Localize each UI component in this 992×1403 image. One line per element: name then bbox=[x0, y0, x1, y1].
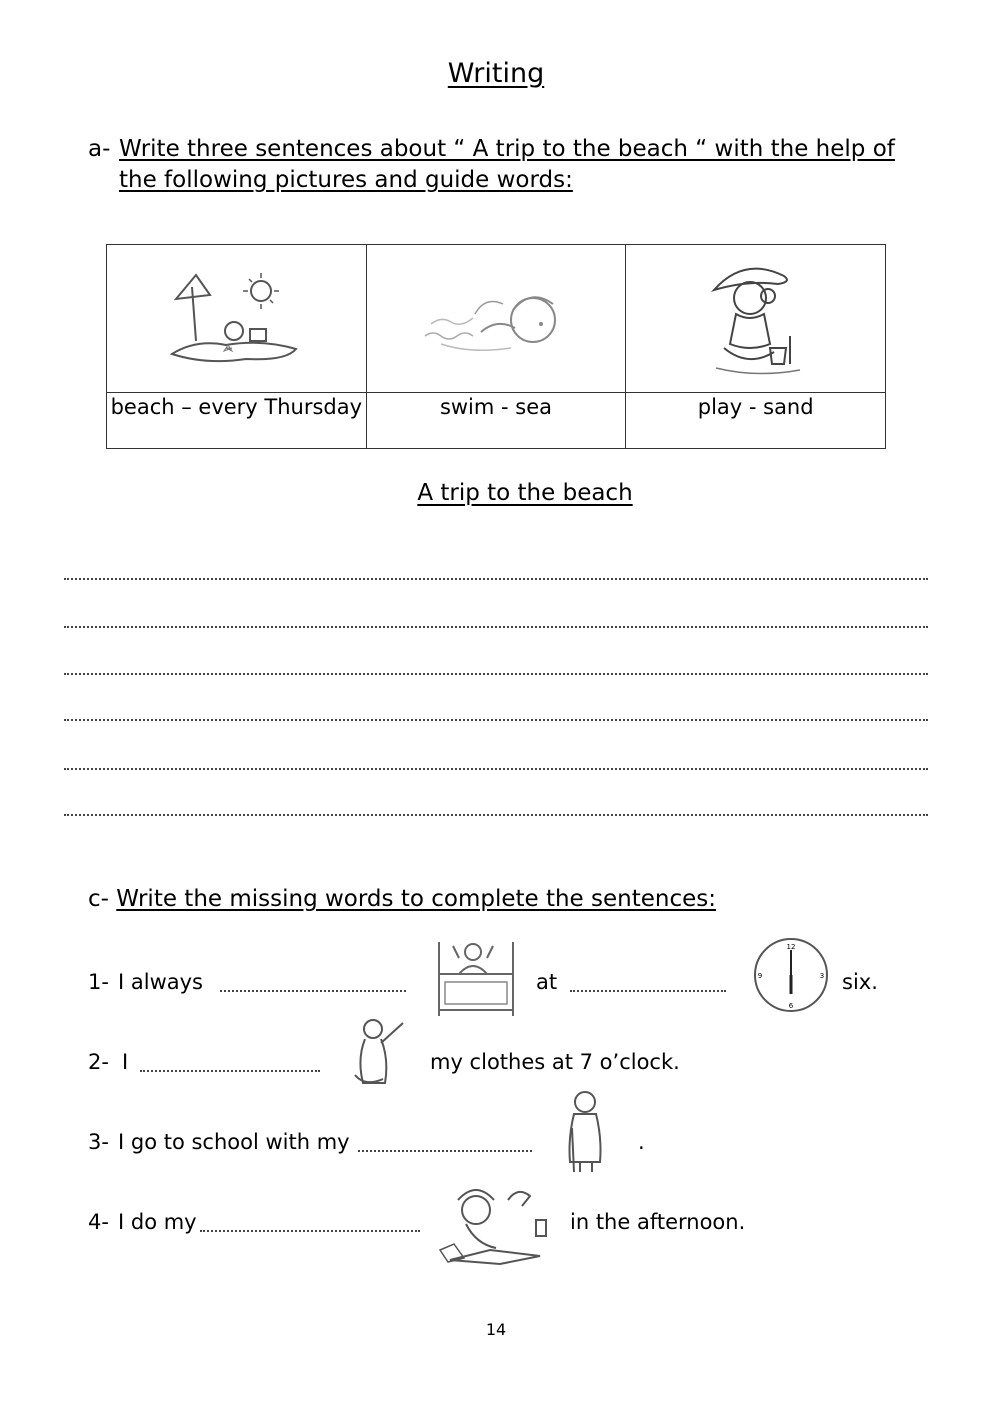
sand-picture-cell bbox=[626, 245, 886, 393]
swimming-boy-icon bbox=[421, 274, 571, 364]
section-c-label: c- bbox=[88, 886, 109, 912]
svg-text:3: 3 bbox=[819, 972, 825, 980]
grandmother-icon bbox=[560, 1088, 610, 1174]
dressing-boy-icon bbox=[345, 1015, 415, 1091]
sentence-1-blank-2[interactable] bbox=[570, 990, 726, 992]
beach-scene-icon bbox=[166, 269, 306, 369]
writing-line-6[interactable] bbox=[64, 814, 928, 816]
bed-wakeup-icon bbox=[433, 936, 517, 1020]
picture-table bbox=[106, 244, 886, 449]
svg-text:9: 9 bbox=[757, 972, 763, 980]
writing-line-3[interactable] bbox=[64, 673, 928, 675]
page-title: Writing bbox=[447, 58, 545, 89]
sentence-4-blank[interactable] bbox=[200, 1230, 420, 1232]
sentence-1-num: 1- bbox=[88, 970, 109, 994]
writing-line-2[interactable] bbox=[64, 626, 928, 628]
swim-picture-cell bbox=[366, 245, 626, 393]
sentence-4-start: I do my bbox=[118, 1210, 197, 1234]
svg-text:12: 12 bbox=[786, 943, 796, 951]
sentence-3-num: 3- bbox=[88, 1130, 109, 1154]
section-c-text: Write the missing words to complete the sentences: bbox=[116, 886, 717, 912]
sentence-2-end: my clothes at 7 o’clock. bbox=[430, 1050, 680, 1074]
section-a-label: a- bbox=[88, 136, 111, 162]
sentence-1-blank-1[interactable] bbox=[220, 990, 406, 992]
section-a-text: Write three sentences about “ A trip to the beach “ with the help of the following pictures and guide words: bbox=[119, 136, 895, 193]
guide-words-3: play - sand bbox=[626, 393, 886, 449]
sentence-1-end: six. bbox=[842, 970, 878, 994]
girl-playing-sand-icon bbox=[706, 256, 806, 381]
sentence-2-num: 2- bbox=[88, 1050, 109, 1074]
section-c-instruction bbox=[88, 886, 716, 912]
sentence-1-start: I always bbox=[118, 970, 203, 994]
sentence-3-start: I go to school with my bbox=[118, 1130, 350, 1154]
sentence-2-blank[interactable] bbox=[140, 1070, 320, 1072]
guide-words-2: swim - sea bbox=[366, 393, 626, 449]
sentence-3-end: . bbox=[638, 1130, 645, 1154]
writing-line-4[interactable] bbox=[64, 719, 928, 721]
sentence-4-end: in the afternoon. bbox=[570, 1210, 746, 1234]
clock-icon bbox=[752, 936, 830, 1014]
writing-line-5[interactable] bbox=[64, 768, 928, 770]
page-number: 14 bbox=[485, 1320, 507, 1339]
svg-text:6: 6 bbox=[788, 1002, 794, 1010]
sentence-2-start: I bbox=[122, 1050, 129, 1074]
beach-picture-cell bbox=[107, 245, 367, 393]
sentence-1-mid: at bbox=[536, 970, 558, 994]
sentence-3-blank[interactable] bbox=[358, 1150, 532, 1152]
writing-line-1[interactable] bbox=[64, 578, 928, 580]
essay-title: A trip to the beach bbox=[417, 480, 633, 506]
guide-words-1: beach – every Thursday bbox=[107, 393, 367, 449]
girl-homework-icon bbox=[436, 1180, 556, 1266]
sentence-4-num: 4- bbox=[88, 1210, 109, 1234]
